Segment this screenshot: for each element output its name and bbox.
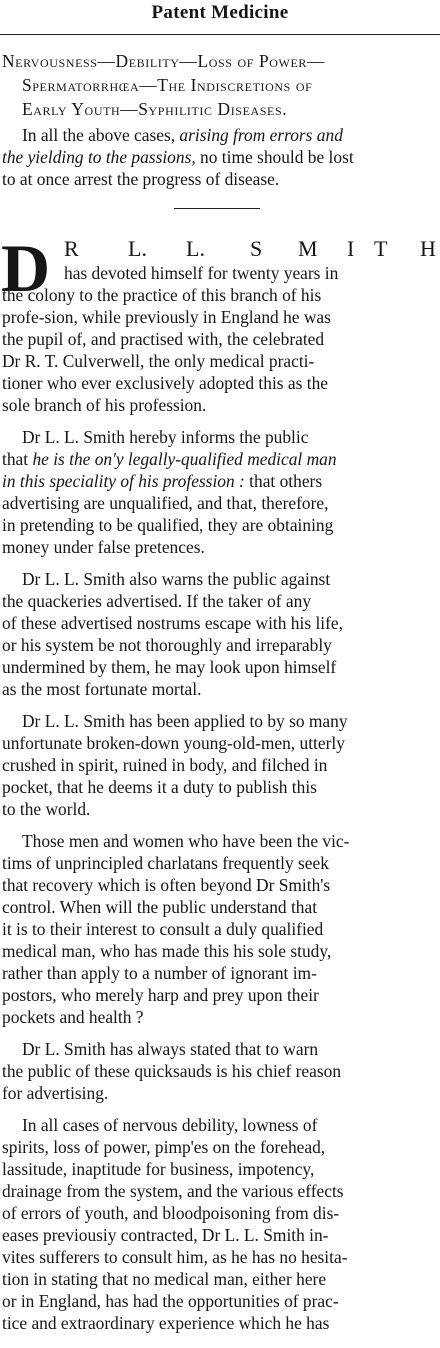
intro-line: to at once arrest the progress of disease.	[2, 169, 280, 189]
text-line: or in England, has had the opportunities of prac-	[2, 1291, 339, 1311]
name-letter: I	[347, 236, 355, 261]
intro-italic: arising from errors and	[179, 125, 343, 145]
name-letter: L.	[186, 236, 205, 261]
text-line: to the world.	[2, 799, 91, 819]
title-underline	[0, 34, 440, 35]
name-letter: T	[374, 236, 388, 261]
text-line: unfortunate broken-down young-old-men, utterly	[2, 733, 345, 753]
intro-text: In all the above cases,	[22, 125, 180, 145]
text-line: the quackeries advertised. If the taker of any	[2, 591, 312, 611]
text-line: in pretending to be qualified, they are obtaining	[2, 515, 334, 535]
text-line: Dr L. L. Smith hereby informs the public	[22, 427, 309, 447]
section-divider	[174, 208, 260, 209]
text-line: eases previousiy contracted, Dr L. L. Smith in-	[2, 1225, 329, 1245]
text-line: spirits, loss of power, pimp'es on the forehead,	[2, 1137, 326, 1157]
name-letter: M	[298, 236, 318, 261]
headline-line: Nervousness—Debility—Loss of Power—	[2, 51, 326, 71]
text-line: advertising are unqualified, and that, therefore,	[2, 493, 329, 513]
text-line: tion in stating that no medical man, either here	[2, 1269, 327, 1289]
text-line: pocket, that he deems it a duty to publish this	[2, 777, 317, 797]
text-line: that recovery which is often beyond Dr Smith's	[2, 875, 331, 895]
text-line: postors, who merely harp and prey upon their	[2, 985, 319, 1005]
italic-text: he is the on'y legally-qualified medical man	[32, 449, 337, 469]
text-line: Dr L. L. Smith also warns the public against	[22, 569, 331, 589]
text-line: has devoted himself for twenty years in	[64, 263, 339, 283]
headline-line: Early Youth—Syphilitic Diseases.	[22, 99, 288, 119]
text-line: as the most fortunate mortal.	[2, 679, 202, 699]
text-line: for advertising.	[2, 1083, 109, 1103]
text-line: of errors of youth, and bloodpoisoning from dis-	[2, 1203, 340, 1223]
text-line: medical man, who has made this his sole study,	[2, 941, 332, 961]
text-line: vites sufferers to consult him, as he has no hesita-	[2, 1247, 348, 1267]
text-line: undermined by them, he may look upon himself	[2, 657, 337, 677]
italic-text: in this speciality of his profession :	[2, 471, 245, 491]
text-line: or his system be not thoroughly and irreparably	[2, 635, 332, 655]
text-line	[2, 470, 322, 492]
text-line: the public of these quicksauds is his chief reason	[2, 1061, 342, 1081]
text-line: lassitude, inaptitude for business, impotency,	[2, 1159, 315, 1179]
headline-line: Spermatorrhœa—The Indiscretions of	[22, 75, 313, 95]
name-letter: R	[64, 236, 79, 261]
name-letter: S	[250, 236, 263, 261]
text-line: Dr L. L. Smith has been applied to by so many	[22, 711, 348, 731]
text-line: the pupil of, and practised with, the celebrated	[2, 329, 325, 349]
text-line: control. When will the public understand that	[2, 897, 318, 917]
intro-line	[2, 146, 354, 168]
text-line: Dr R. T. Culverwell, the only medical practi-	[2, 351, 315, 371]
text-line: tioner who ever exclusively adopted this as the	[2, 373, 328, 393]
text-line: In all cases of nervous debility, lowness of	[22, 1115, 318, 1135]
drop-cap: D	[1, 230, 51, 306]
text: that	[2, 449, 33, 469]
intro-line	[22, 124, 343, 146]
text-line: pockets and health ?	[2, 1007, 144, 1027]
text-line: tims of unprincipled charlatans frequently seek	[2, 853, 329, 873]
text-line: money under false pretences.	[2, 537, 205, 557]
text-line: drainage from the system, and the various effects	[2, 1181, 344, 1201]
text-line: profe-sion, while previously in England he was	[2, 307, 331, 327]
text-line: tice and extraordinary experience which he has	[2, 1313, 330, 1333]
intro-italic: the yielding to the passions,	[2, 147, 196, 167]
text-line: crushed in spirit, ruined in body, and filched in	[2, 755, 328, 775]
name-letter: H	[420, 236, 436, 261]
text-line: sole branch of his profession.	[2, 395, 207, 415]
text-line: it is to their interest to consult a duly qualified	[2, 919, 324, 939]
text-line: Dr L. Smith has always stated that to warn	[22, 1039, 319, 1059]
text-line	[2, 448, 337, 470]
text: that others	[244, 471, 323, 491]
name-letter: L.	[128, 236, 147, 261]
text-line: of these advertised nostrums escape with his life,	[2, 613, 343, 633]
intro-text: no time should be lost	[195, 147, 354, 167]
page-title: Patent Medicine	[151, 2, 289, 23]
text-line: Those men and women who have been the vic-	[22, 831, 350, 851]
text-line: rather than apply to a number of ignorant im-	[2, 963, 317, 983]
text-line: the colony to the practice of this branch of his	[2, 285, 322, 305]
